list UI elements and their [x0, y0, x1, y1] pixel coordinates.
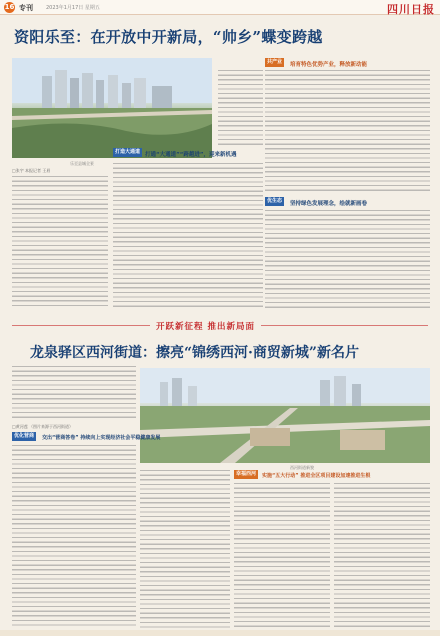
article1-section1-tag: 打造大通道	[115, 149, 141, 155]
article1-body-column-2	[113, 163, 263, 308]
article1-body-column-3	[265, 70, 430, 192]
page-number: 16	[4, 3, 15, 11]
article2-photo	[140, 368, 430, 463]
city-skyline-illustration	[12, 58, 212, 158]
article1-section2-tag: 共产业	[267, 59, 283, 65]
article2-body-column-4	[334, 483, 430, 628]
article1-byline: □张宇 本报记者 王眉	[12, 168, 51, 173]
article2-body-column-3	[234, 483, 330, 628]
article1-headline: 资阳乐至：在开放中开新局，“帅乡”蝶变跨越	[14, 28, 323, 46]
article2-headline: 龙泉驿区西河街道：擦亮“锦绣西河·商贸新城”新名片	[30, 345, 359, 361]
article1-photo-caption: 乐至县城全景	[70, 161, 94, 166]
article1-section1-title: 打通“大通道”“跨越进”，迎来新机遇	[145, 152, 237, 158]
section-name: 专刊	[19, 4, 33, 12]
article2-body-column-1	[12, 445, 136, 628]
article2-byline: □黄河莲 （图片来源于西河街道）	[12, 424, 74, 429]
issue-date: 2023年1月17日 星期五	[46, 5, 100, 11]
district-aerial-illustration	[140, 368, 430, 463]
article2-section1-tag: 优化营商	[14, 433, 35, 439]
article1-section2-title: 培育特色优势产业，释放新动能	[290, 62, 368, 68]
article1-body-column-mid	[218, 70, 263, 145]
article2-body-column-2	[140, 470, 230, 628]
page-footer-strip	[0, 630, 440, 636]
article2-section1-title: 交出“营商答卷” 持续向上实现经济社会平稳健康发展	[42, 435, 161, 441]
section-divider-title: 开跃新征程 推出新局面	[150, 320, 261, 332]
article1-body-column-4	[265, 210, 430, 308]
page-header	[0, 0, 440, 15]
article1-section3-tag: 优生态	[267, 198, 283, 204]
article1-section3-title: 坚持绿色发展理念，绘就新画卷	[290, 201, 368, 207]
article2-photo-caption: 西河街道新貌	[290, 465, 314, 470]
article2-section2-tag: 幸福西河	[236, 471, 257, 477]
article1-body-column-1	[12, 176, 108, 308]
newspaper-masthead: 四川日报	[387, 3, 435, 16]
article2-intro-column	[12, 366, 136, 420]
article1-photo	[12, 58, 212, 158]
article2-section2-title: 实施“五大行动” 推进全区项目建设加速推进生根	[262, 473, 371, 479]
